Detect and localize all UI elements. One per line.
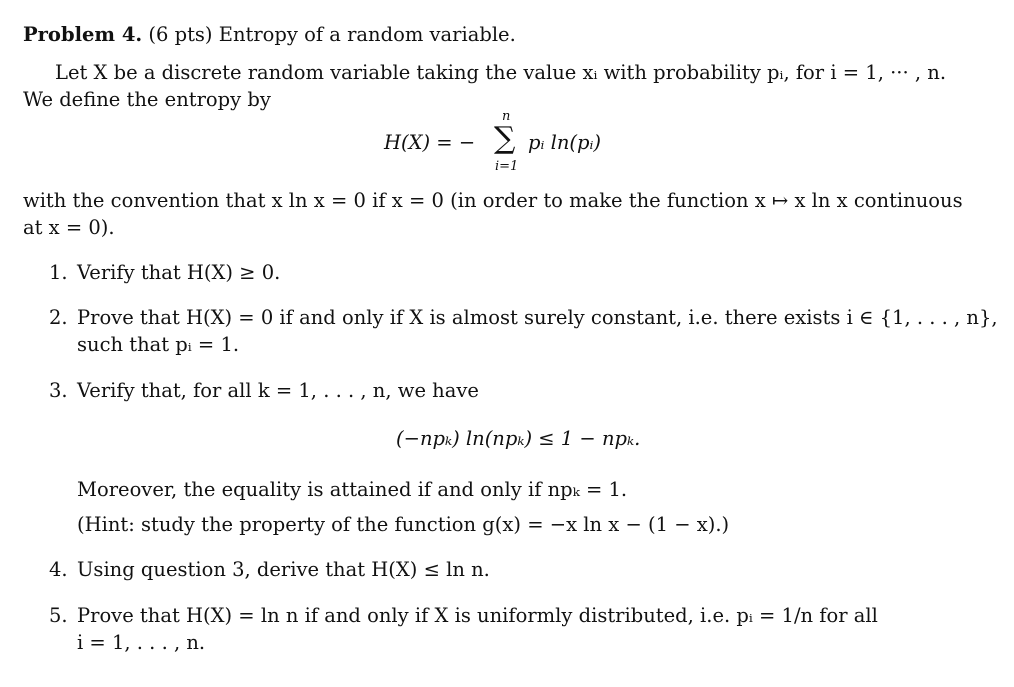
list-item-5 bbox=[49, 602, 878, 629]
item-number: 2. bbox=[49, 306, 68, 329]
item-number: 5. bbox=[49, 604, 68, 627]
convention-line-1: with the convention that x ln x = 0 if x = 0 (in order to make the function x ↦ x ln x continuous bbox=[23, 189, 963, 212]
item-number: 1. bbox=[49, 261, 68, 284]
equality-condition: Moreover, the equality is attained if and only if npₖ = 1. bbox=[77, 478, 628, 501]
inequality-display: (−npₖ) ln(npₖ) ≤ 1 − npₖ. bbox=[396, 427, 641, 450]
list-item-3 bbox=[49, 377, 479, 404]
convention-line-2: at x = 0). bbox=[23, 216, 115, 239]
list-item-2 bbox=[49, 304, 998, 331]
item-text: Verify that H(X) ≥ 0. bbox=[77, 261, 281, 284]
list-item-2-continuation: such that pᵢ = 1. bbox=[77, 333, 240, 356]
item-number: 4. bbox=[49, 558, 68, 581]
formula-rhs: pᵢ ln(pᵢ) bbox=[528, 131, 602, 154]
intro-line-2: We define the entropy by bbox=[23, 88, 271, 111]
item-number: 3. bbox=[49, 379, 68, 402]
problem-title bbox=[23, 21, 516, 48]
problem-subtitle: (6 pts) Entropy of a random variable. bbox=[148, 23, 516, 46]
list-item-4 bbox=[49, 556, 490, 583]
item-text: Prove that H(X) = ln n if and only if X is uniformly distributed, i.e. pᵢ = 1/n for all bbox=[77, 604, 878, 627]
sum-lower-limit: i=1 bbox=[495, 159, 519, 174]
sum-upper-limit: n bbox=[502, 109, 511, 124]
hint-text: (Hint: study the property of the function g(x) = −x ln x − (1 − x).) bbox=[77, 513, 730, 536]
sum-symbol: ∑ bbox=[494, 121, 516, 156]
list-item-1 bbox=[49, 259, 280, 286]
item-text: Using question 3, derive that H(X) ≤ ln n. bbox=[77, 558, 490, 581]
formula-lhs: H(X) = − bbox=[384, 131, 476, 154]
item-text: Verify that, for all k = 1, . . . , n, we have bbox=[77, 379, 479, 402]
problem-number: Problem 4. bbox=[23, 23, 143, 46]
list-item-5-continuation: i = 1, . . . , n. bbox=[77, 631, 206, 654]
item-text: Prove that H(X) = 0 if and only if X is almost surely constant, i.e. there exists i ∈ {1, . . . , n}, bbox=[77, 306, 998, 329]
intro-line-1: Let X be a discrete random variable taking the value xᵢ with probability pᵢ, for i = 1, ··· , n. bbox=[55, 61, 947, 84]
